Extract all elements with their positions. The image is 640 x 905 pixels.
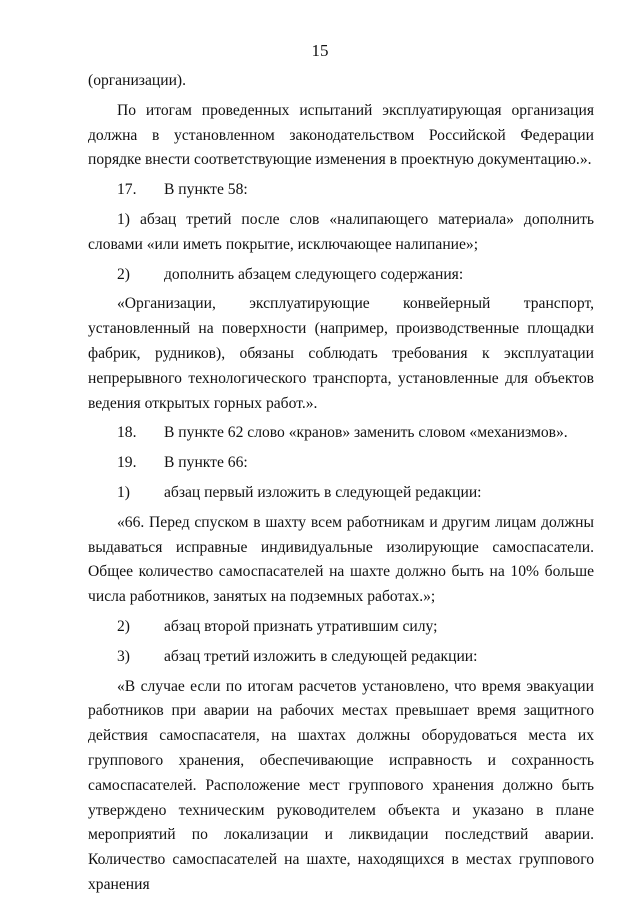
numbered-item [88,615,594,640]
item-text: абзац второй признать утратившим силу; [164,617,438,635]
paragraph: (организации). [88,72,187,89]
numbered-item [88,645,594,670]
item-text: абзац первый изложить в следующей редакции: [164,483,482,501]
paragraph: 1) абзац третий после слов «налипающего материала» дополнить словами «или иметь покрытие, исключающее налипание»; [88,210,594,253]
item-text: В пункте 62 слово «кранов» заменить словом «механизмов». [164,424,568,442]
numbered-item [88,451,594,476]
item-text: В пункте 58: [164,181,248,199]
page-number: 15 [311,41,329,60]
item-text: абзац третий изложить в следующей редакции: [164,647,478,665]
numbered-item [88,263,594,288]
item-number: 3) [117,647,130,665]
document-body [88,69,594,898]
paragraph: «В случае если по итогам расчетов установлено, что время эвакуации работников при аварии на рабочих местах превышает время защитного действия самоспасателя, на шахтах должны оборудоваться места их группового хранения, обеспечивающие исправность и сохранность самоспасателей. Расположение мест группового хранения должно быть утверждено техническим руководителем объекта и указано в плане мероприятий по локализации и ликвидации последствий аварии. Количество самоспасателей на шахте, находящихся в местах группового хранения [88,677,594,893]
item-number: 2) [117,265,130,283]
paragraph: «66. Перед спуском в шахту всем работникам и другим лицам должны выдаваться исправные индивидуальные изолирующие самоспасатели. Общее количество самоспасателей на шахте должно быть на 10% больше числа работников, занятых на подземных работах.»; [88,513,594,606]
item-text: дополнить абзацем следующего содержания: [164,265,464,283]
item-number: 19. [117,454,137,472]
item-number: 18. [117,424,137,442]
item-number: 17. [117,181,137,199]
numbered-item [88,421,594,446]
paragraph: «Организации, эксплуатирующие конвейерный транспорт, установленный на поверхности (например, производственные площадки фабрик, рудников), обязаны соблюдать требования к эксплуатации непрерывного технологического транспорта, установленные для объектов ведения открытых горных работ.». [88,295,594,412]
numbered-item [88,178,594,203]
paragraph: По итогам проведенных испытаний эксплуатирующая организация должна в установленном законодательством Российской Федерации порядке внести соответствующие изменения в проектную документацию.». [88,101,594,169]
item-number: 1) [117,483,130,501]
item-text: В пункте 66: [164,454,248,472]
numbered-item [88,481,594,506]
item-number: 2) [117,617,130,635]
